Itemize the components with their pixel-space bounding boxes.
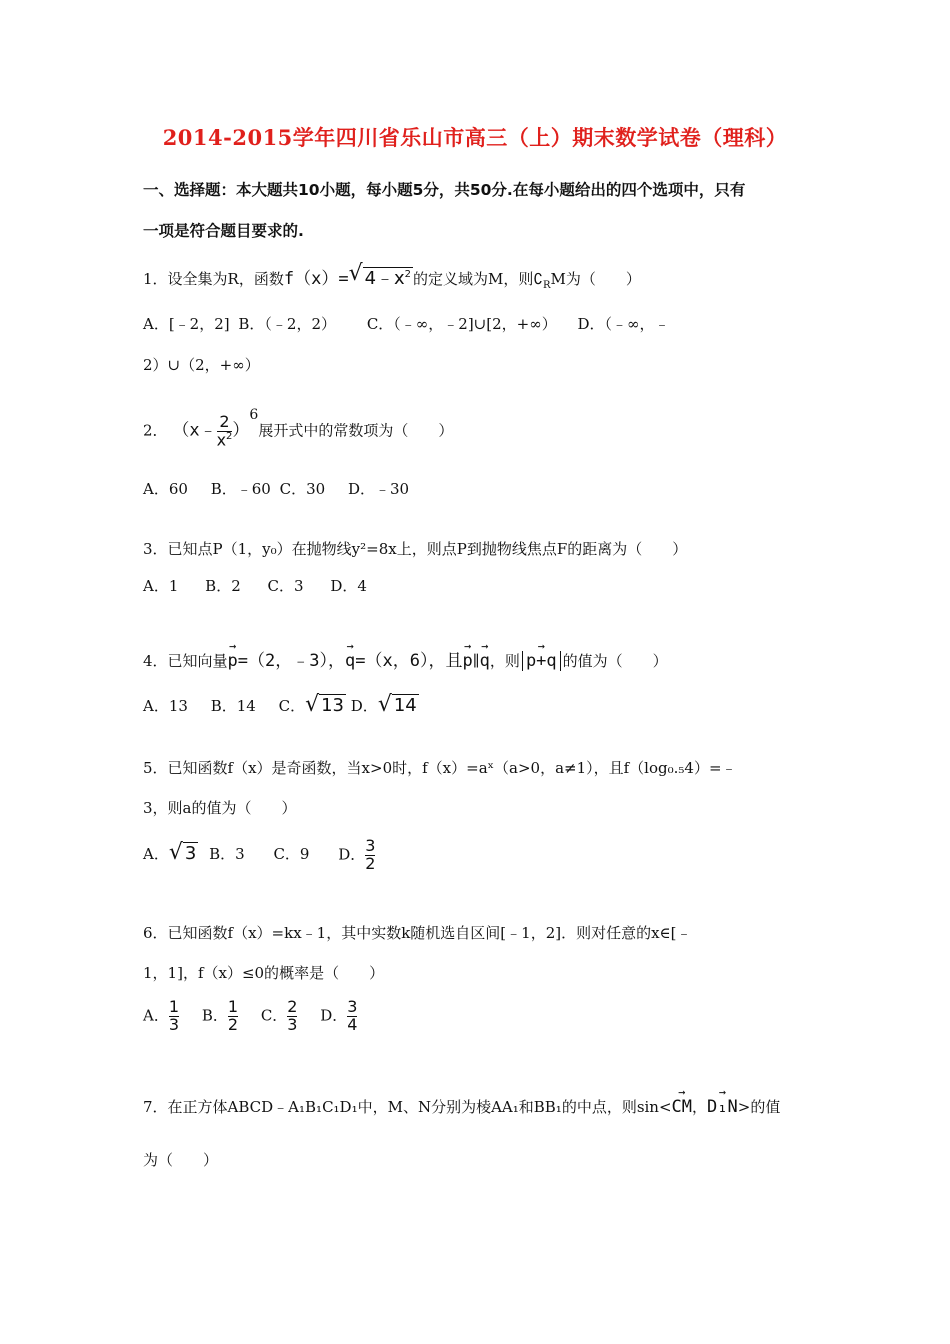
vector-sum-magnitude: → p+q — [522, 651, 561, 671]
vector-p-parallel: → p — [462, 639, 473, 671]
sqrt-expression — [348, 261, 413, 290]
option-c: C． √ 13 — [278, 692, 344, 717]
sqrt-sign-icon: √ — [348, 261, 363, 286]
question-1-function: f（x）= — [283, 269, 349, 289]
question-7-suffix: >的值 — [737, 1098, 781, 1116]
section-heading-line-2: 一项是符合题目要求的. — [143, 222, 304, 240]
question-4-options — [143, 692, 419, 717]
vector-q: → q — [345, 639, 356, 671]
question-1-prefix: 1．设全集为R，函数 — [143, 270, 284, 288]
option-c: C．9 — [273, 845, 310, 864]
question-2-number: 2． — [143, 421, 168, 440]
question-6-options — [143, 999, 357, 1034]
option-d: D． √ 14 — [350, 692, 417, 717]
vector-arrow-icon: → — [537, 639, 545, 653]
question-1-options — [143, 313, 670, 334]
option-d: D． $\frac{3}{4}$ — [320, 997, 358, 1034]
question-1-suffix: 的定义域为M，则∁ — [413, 270, 543, 288]
option-d: D． $\frac{3}{2}$ — [338, 836, 376, 873]
option-b: B．2 — [205, 577, 241, 595]
option-b: B．3 — [209, 845, 245, 864]
vector-separator: ， — [692, 1098, 708, 1116]
sqrt-sign-icon: √ — [168, 840, 183, 866]
vector-arrow-icon: → — [463, 639, 472, 653]
option-a: A．1 — [143, 577, 179, 595]
option-c: C．（﹣∞，﹣2]∪[2，+∞） — [366, 315, 557, 333]
option-a: A．[﹣2，2] — [143, 315, 230, 333]
question-2 — [143, 407, 454, 450]
question-1 — [143, 261, 641, 291]
question-1-option-d-cont: 2）∪（2，+∞） — [143, 356, 260, 374]
vector-cm: → CM — [671, 1085, 693, 1117]
section-heading-line-1: 一、选择题：本大题共10小题，每小题5分，共50分.在每小题给出的四个选项中，只有 — [143, 181, 746, 199]
option-a: A． √ 3 — [143, 840, 197, 866]
binomial-open: （x﹣ — [172, 420, 217, 441]
question-4-prefix: 4．已知向量 — [143, 652, 228, 670]
question-4 — [143, 639, 668, 671]
option-d: D．（﹣∞，﹣ — [577, 315, 670, 333]
option-b: B．（﹣2，2） — [238, 315, 337, 333]
option-b: B．﹣60 — [210, 480, 271, 498]
question-4-suffix: 的值为（ ） — [562, 652, 668, 670]
option-d: D．4 — [330, 577, 367, 595]
binomial-close: ） — [232, 420, 250, 441]
binomial-exponent: 6 — [249, 407, 259, 424]
question-7-line-2: 为（ ） — [143, 1151, 219, 1169]
complement-subscript: R — [542, 280, 551, 291]
question-7-prefix: 7．在正方体ABCD﹣A₁B₁C₁D₁中，M、N分别为棱AA₁和BB₁的中点，则sin< — [143, 1098, 672, 1116]
question-6-line-1: 6．已知函数f（x）=kx﹣1，其中实数k随机选自区间[﹣1，2]．则对任意的x∈[﹣ — [143, 924, 692, 942]
sqrt-sign-icon: √ — [305, 692, 320, 717]
question-5-line-1: 5．已知函数f（x）是奇函数，当x>0时，f（x）=aˣ（a>0，a≠1），且f（log₀.₅4）=﹣ — [143, 759, 737, 777]
option-b: B． $\frac{1}{2}$ — [201, 997, 239, 1034]
question-6-line-2: 1，1]，f（x）≤0的概率是（ ） — [143, 964, 385, 982]
question-7-line-1 — [143, 1085, 781, 1117]
vector-arrow-icon: → — [718, 1085, 727, 1099]
question-5-line-2: 3，则a的值为（ ） — [143, 799, 297, 817]
question-1-suffix-2: M为（ ） — [550, 270, 641, 288]
question-4-mid: ，则 — [489, 652, 520, 670]
vector-arrow-icon: → — [229, 639, 237, 653]
question-2-options — [143, 478, 409, 499]
vector-q-parallel: → q — [479, 639, 490, 671]
vector-q-value: =（x，6），且 — [355, 651, 463, 671]
vector-p-value: =（2，﹣3）， — [237, 651, 346, 671]
question-2-text: 展开式中的常数项为（ ） — [258, 421, 454, 440]
option-b: B．14 — [210, 697, 256, 715]
vector-d1n: → D₁N — [707, 1085, 738, 1117]
question-3: 3．已知点P（1，y₀）在抛物线y²=8x上，则点P到抛物线焦点F的距离为（ ） — [143, 540, 688, 558]
vector-arrow-icon: → — [481, 639, 489, 653]
option-a: A． $\frac{1}{3}$ — [143, 997, 180, 1034]
option-c: C．3 — [267, 577, 304, 595]
option-a: A．13 — [143, 697, 188, 715]
parallel-symbol: ∥ — [472, 652, 480, 670]
sqrt-sign-icon: √ — [377, 692, 392, 717]
sqrt-radicand: $4﹣x^2$ — [364, 268, 412, 289]
option-c: C． $\frac{2}{3}$ — [260, 997, 298, 1034]
option-c: C．30 — [279, 480, 326, 498]
binomial-fraction: $\frac{2}{x^2}$ — [216, 412, 233, 450]
question-5-options — [143, 838, 375, 873]
option-d: D．﹣30 — [347, 480, 410, 498]
question-3-options — [143, 575, 367, 596]
option-a: A．60 — [143, 480, 188, 498]
vector-arrow-icon: → — [678, 1085, 686, 1099]
vector-arrow-icon: → — [346, 639, 354, 653]
vector-p: → p — [227, 639, 238, 671]
exam-title: 2014-2015学年四川省乐山市高三（上）期末数学试卷（理科） — [162, 125, 788, 150]
